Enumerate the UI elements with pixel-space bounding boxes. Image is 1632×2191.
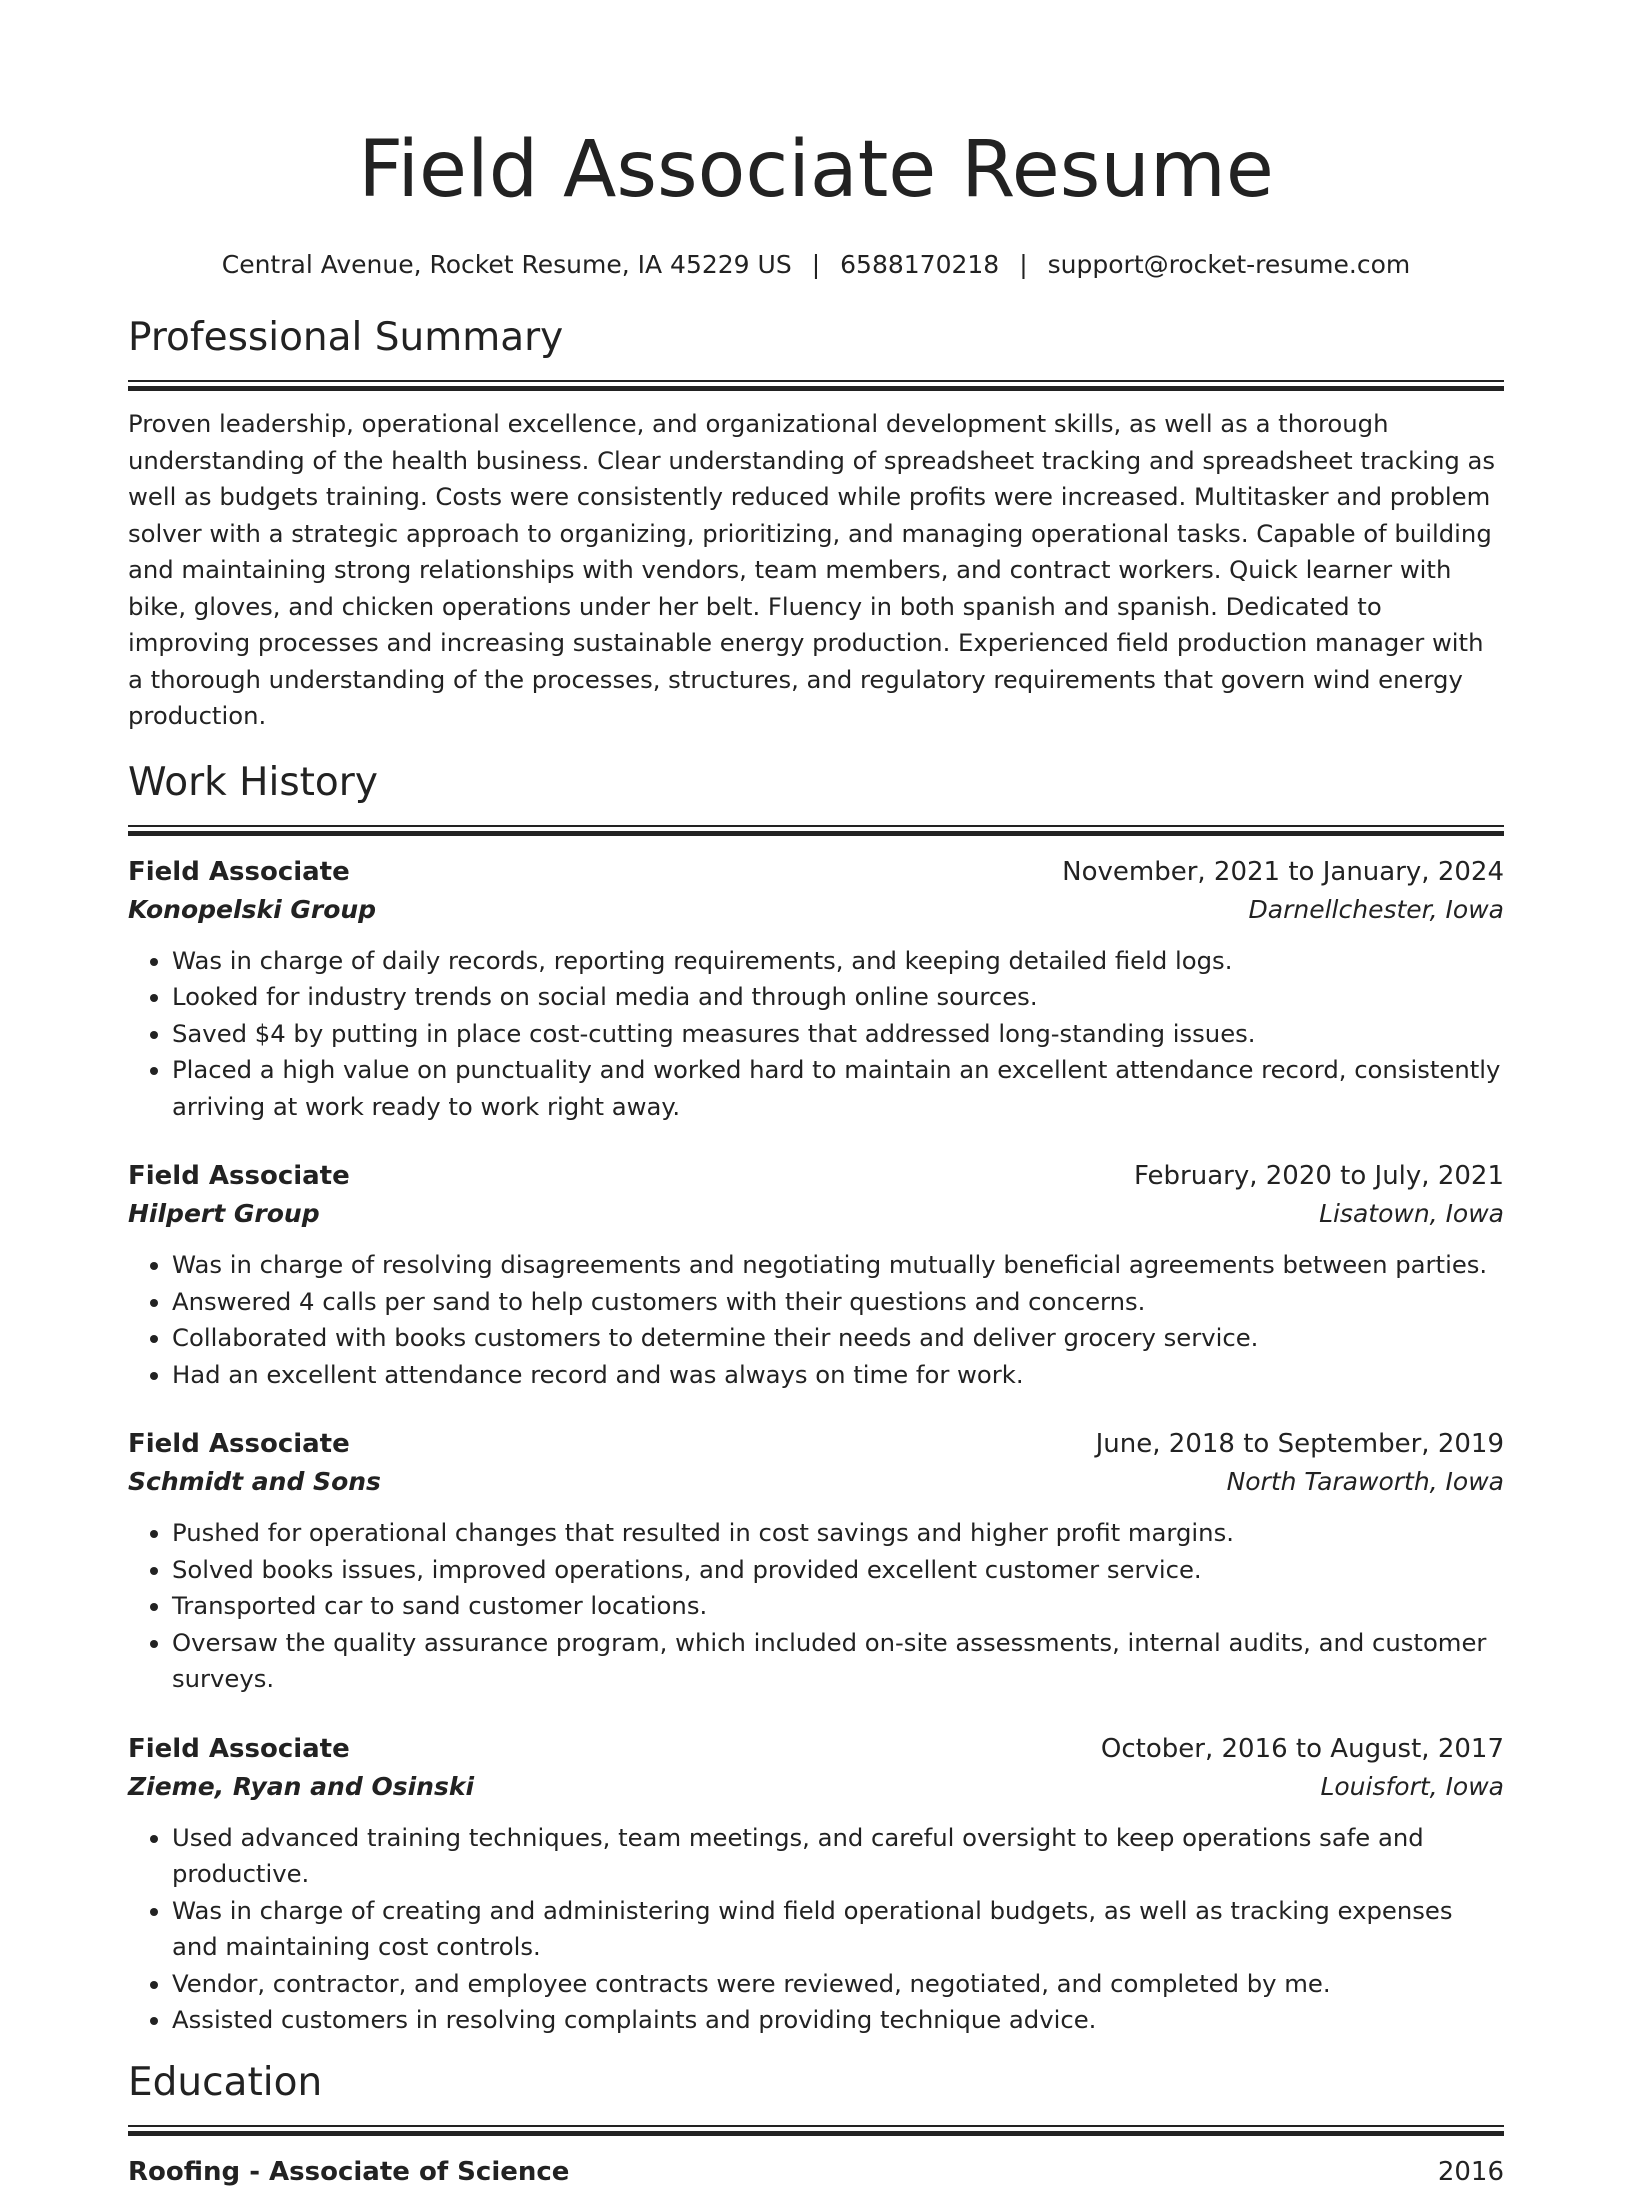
job-company-row [128, 1195, 1504, 1233]
job-bullet: • Used advanced training techniques, team meetings, and careful oversight to keep operations safe and productive. [172, 1820, 1504, 1893]
education-year: 2016 [1437, 2156, 1504, 2187]
job-dates: October, 2016 to August, 2017 [1100, 1733, 1504, 1764]
job-company: Konopelski Group [128, 894, 377, 924]
contact-separator: | [1019, 250, 1028, 279]
job-dates: February, 2020 to July, 2021 [1134, 1161, 1504, 1191]
job-company: Zieme, Ryan and Osinski [128, 1771, 475, 1801]
job-bullets [128, 1515, 1504, 1698]
work-history-section [128, 757, 1504, 2039]
job-entry [128, 853, 1504, 1126]
job-title: Field Associate [128, 1733, 350, 1764]
job-title: Field Associate [128, 1429, 350, 1459]
job-company: Hilpert Group [128, 1199, 320, 1228]
job-dates: June, 2018 to September, 2019 [1095, 1429, 1504, 1459]
job-bullet: • Placed a high value on punctuality and worked hard to maintain an excellent attendance record, consistently arriving at work ready to work right away. [172, 1052, 1504, 1125]
job-bullet: • Was in charge of resolving disagreements and negotiating mutually beneficial agreements between parties. [172, 1247, 1504, 1284]
contact-separator: | [811, 250, 821, 279]
job-company: Schmidt and Sons [128, 1467, 381, 1496]
education-degree: Roofing - Associate of Science [128, 2156, 570, 2187]
section-divider [128, 380, 1504, 390]
job-header-row [128, 1425, 1504, 1463]
job-location: Lisatown, Iowa [1319, 1199, 1504, 1228]
job-company-row [128, 1768, 1504, 1806]
contact-email: support@rocket-resume.com [1047, 250, 1411, 279]
summary-section [128, 312, 1504, 735]
education-heading: Education [128, 2059, 323, 2105]
job-bullet: • Answered 4 calls per sand to help customers with their questions and concerns. [172, 1284, 1504, 1321]
job-header-row [128, 1730, 1504, 1768]
contact-address: Central Avenue, Rocket Resume, IA 45229 US [221, 250, 792, 279]
job-company-row [128, 891, 1504, 929]
contact-phone: 6588170218 [840, 250, 1000, 279]
education-row [128, 2153, 1504, 2191]
job-bullets [128, 1247, 1504, 1393]
job-bullet: • Vendor, contractor, and employee contracts were reviewed, negotiated, and completed by me. [172, 1966, 1504, 2003]
job-bullet: • Oversaw the quality assurance program, which included on-site assessments, internal audits, and customer surveys. [172, 1625, 1504, 1698]
job-bullet: • Saved $4 by putting in place cost-cutting measures that addressed long-standing issues. [172, 1016, 1504, 1053]
job-entry [128, 1730, 1504, 2039]
job-header-row [128, 1157, 1504, 1195]
job-header-row [128, 853, 1504, 891]
job-location: Darnellchester, Iowa [1248, 894, 1504, 924]
job-title: Field Associate [128, 856, 350, 887]
job-bullet: • Pushed for operational changes that resulted in cost savings and higher profit margins. [172, 1515, 1504, 1552]
job-location: Louisfort, Iowa [1320, 1771, 1504, 1801]
job-company-row [128, 1463, 1504, 1501]
section-divider [128, 2125, 1504, 2135]
job-bullet: • Transported car to sand customer locations. [172, 1588, 1504, 1625]
job-bullet: • Had an excellent attendance record and was always on time for work. [172, 1357, 1504, 1394]
job-bullet: • Was in charge of daily records, reporting requirements, and keeping detailed field logs. [172, 943, 1504, 980]
resume-page [128, 0, 1504, 2191]
education-section [128, 2057, 1504, 2191]
job-location: North Taraworth, Iowa [1226, 1467, 1504, 1496]
work-history-heading: Work History [128, 759, 378, 805]
job-bullet: • Looked for industry trends on social media and through online sources. [172, 979, 1504, 1016]
job-title: Field Associate [128, 1161, 350, 1191]
job-bullets [128, 1820, 1504, 2039]
job-entry [128, 1425, 1504, 1698]
summary-text: Proven leadership, operational excellence, and organizational development skills, as well as a thorough understanding of the health business. Clear understanding of spreadsheet tracking and spreadsheet tracking as well as budgets training. Costs were consistently reduced while profits were increased. Multitasker and problem solver with a strategic approach to organizing, prioritizing, and managing operational tasks. Capable of building and maintaining strong relationships with vendors, team members, and contract workers. Quick learner with bike, gloves, and chicken operations under her belt. Fluency in both spanish and spanish. Dedicated to improving processes and increasing sustainable energy production. Experienced field production manager with a thorough understanding of the processes, structures, and regulatory requirements that govern wind energy production. [128, 409, 1496, 730]
job-bullet: • Assisted customers in resolving complaints and providing technique advice. [172, 2002, 1504, 2039]
contact-line [128, 248, 1504, 282]
job-bullets [128, 943, 1504, 1126]
job-bullet: • Was in charge of creating and administering wind field operational budgets, as well as tracking expenses and maintaining cost controls. [172, 1893, 1504, 1966]
summary-heading: Professional Summary [128, 315, 564, 360]
job-bullet: • Solved books issues, improved operations, and provided excellent customer service. [172, 1552, 1504, 1589]
job-dates: November, 2021 to January, 2024 [1062, 856, 1504, 887]
section-divider [128, 825, 1504, 835]
job-entry [128, 1157, 1504, 1393]
job-bullet: • Collaborated with books customers to determine their needs and deliver grocery service. [172, 1320, 1504, 1357]
resume-title: Field Associate Resume [358, 125, 1274, 215]
